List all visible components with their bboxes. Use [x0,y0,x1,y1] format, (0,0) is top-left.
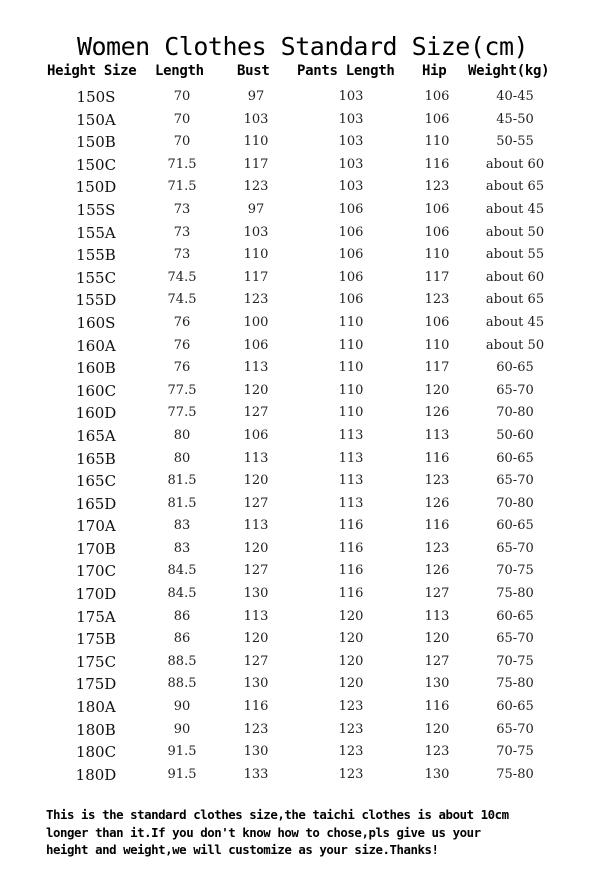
cell-weight: 65-70 [496,631,534,647]
cell-length: 70 [173,111,191,127]
cell-bust: 120 [243,382,269,398]
cell-weight: 50-60 [496,427,534,443]
table-row [0,199,605,222]
cell-length: 77.5 [167,382,197,398]
cell-pants-length: 106 [338,224,364,240]
cell-height-size: 150D [75,178,117,197]
cell-bust: 103 [243,224,269,240]
table-row [0,357,605,380]
cell-hip: 123 [424,473,450,489]
cell-length: 90 [173,721,191,737]
cell-hip: 117 [424,360,450,376]
cell-hip: 117 [424,269,450,285]
cell-height-size: 165B [76,449,116,468]
cell-pants-length: 123 [338,721,364,737]
cell-pants-length: 120 [338,631,364,647]
cell-pants-length: 123 [338,699,364,715]
cell-weight: 75-80 [496,766,534,782]
table-row [0,335,605,358]
table-row [0,402,605,425]
cell-pants-length: 113 [338,473,364,489]
cell-bust: 113 [243,608,269,624]
cell-hip: 127 [424,586,450,602]
cell-height-size: 175D [75,675,117,694]
cell-weight: about 50 [485,337,545,353]
cell-weight: 60-65 [496,518,534,534]
cell-pants-length: 110 [338,314,364,330]
cell-pants-length: 103 [338,89,364,104]
cell-height-size: 180A [76,698,116,717]
note-line: longer than it.If you don't know how to chose,pls give us your [46,824,481,840]
table-row [0,154,605,177]
cell-hip: 106 [424,89,450,104]
cell-weight: 70-75 [496,563,534,579]
cell-bust: 117 [243,269,269,285]
header-weight: Weight(kg) [468,63,550,79]
cell-length: 80 [173,450,191,466]
cell-hip: 126 [424,563,450,579]
cell-pants-length: 106 [338,201,364,217]
cell-hip: 120 [424,382,450,398]
cell-height-size: 180B [76,720,116,739]
cell-bust: 117 [243,156,269,172]
table-row [0,515,605,538]
cell-hip: 116 [424,450,450,466]
cell-pants-length: 113 [338,495,364,511]
cell-hip: 130 [424,676,450,692]
cell-bust: 120 [243,473,269,489]
cell-bust: 130 [243,676,269,692]
cell-length: 76 [173,360,191,376]
header-height-size: Height Size [47,63,137,79]
cell-pants-length: 106 [338,292,364,308]
cell-pants-length: 103 [338,111,364,127]
cell-bust: 120 [243,540,269,556]
cell-pants-length: 103 [338,156,364,172]
header-hip: Hip [422,63,447,79]
cell-hip: 106 [424,314,450,330]
cell-pants-length: 103 [338,179,364,195]
cell-hip: 126 [424,405,450,421]
cell-weight: about 45 [485,314,545,330]
cell-weight: about 65 [485,292,545,308]
cell-bust: 110 [243,247,269,263]
cell-height-size: 165D [75,494,117,513]
cell-weight: 75-80 [496,676,534,692]
note-line: height and weight,we will customize as your size.Thanks! [46,842,439,857]
cell-pants-length: 116 [338,540,364,556]
table-row [0,764,605,787]
cell-length: 90 [173,699,191,715]
cell-height-size: 160S [76,313,116,332]
size-note [46,806,586,859]
cell-hip: 127 [424,653,450,669]
cell-height-size: 155B [76,246,116,265]
cell-hip: 116 [424,518,450,534]
cell-height-size: 160B [76,359,116,378]
cell-hip: 116 [424,156,450,172]
table-row [0,312,605,335]
cell-length: 81.5 [167,473,197,489]
cell-bust: 127 [243,563,269,579]
cell-height-size: 155A [76,223,116,242]
cell-height-size: 165A [76,426,116,445]
cell-hip: 106 [424,201,450,217]
cell-pants-length: 116 [338,586,364,602]
cell-length: 91.5 [167,766,197,782]
cell-hip: 130 [424,766,450,782]
cell-hip: 113 [424,427,450,443]
cell-height-size: 175C [75,652,117,671]
cell-length: 84.5 [167,586,197,602]
cell-weight: 75-80 [496,586,534,602]
cell-pants-length: 120 [338,608,364,624]
cell-pants-length: 116 [338,563,364,579]
cell-bust: 106 [243,337,269,353]
cell-length: 74.5 [167,292,197,308]
cell-height-size: 160C [75,381,117,400]
cell-pants-length: 110 [338,337,364,353]
cell-height-size: 170A [76,517,116,536]
cell-hip: 126 [424,495,450,511]
cell-bust: 130 [243,586,269,602]
cell-hip: 123 [424,292,450,308]
cell-height-size: 160D [75,404,117,423]
cell-weight: about 55 [485,247,545,263]
table-row [0,606,605,629]
cell-length: 71.5 [167,156,197,172]
cell-pants-length: 110 [338,360,364,376]
cell-bust: 123 [243,721,269,737]
cell-hip: 123 [424,540,450,556]
cell-pants-length: 110 [338,382,364,398]
cell-weight: about 45 [485,201,545,217]
table-row [0,696,605,719]
cell-height-size: 155D [75,291,117,310]
cell-height-size: 180D [75,765,117,784]
cell-bust: 103 [243,111,269,127]
cell-hip: 116 [424,699,450,715]
cell-length: 77.5 [167,405,197,421]
cell-hip: 110 [424,337,450,353]
cell-height-size: 170B [76,539,116,558]
cell-length: 83 [173,518,191,534]
cell-bust: 123 [243,292,269,308]
table-row [0,244,605,267]
table-row [0,493,605,516]
cell-pants-length: 106 [338,247,364,263]
cell-weight: 70-75 [496,653,534,669]
cell-weight: 40-45 [496,89,534,104]
cell-length: 81.5 [167,495,197,511]
cell-bust: 113 [243,518,269,534]
cell-weight: about 60 [485,269,545,285]
table-row [0,741,605,764]
cell-weight: 50-55 [496,134,534,150]
cell-hip: 123 [424,744,450,760]
cell-bust: 127 [243,495,269,511]
cell-height-size: 170C [75,562,117,581]
cell-bust: 127 [243,405,269,421]
cell-pants-length: 113 [338,450,364,466]
cell-bust: 106 [243,427,269,443]
cell-bust: 110 [243,134,269,150]
table-row [0,380,605,403]
cell-weight: 70-75 [496,744,534,760]
cell-hip: 120 [424,721,450,737]
cell-hip: 106 [424,224,450,240]
cell-length: 70 [173,134,191,150]
cell-hip: 120 [424,631,450,647]
cell-height-size: 150C [75,155,117,174]
cell-hip: 123 [424,179,450,195]
header-pants-length: Pants Length [297,63,395,79]
cell-weight: 65-70 [496,721,534,737]
table-row [0,538,605,561]
cell-height-size: 160A [76,336,116,355]
size-table-body [0,86,605,786]
cell-length: 71.5 [167,179,197,195]
table-row [0,267,605,290]
table-row [0,628,605,651]
cell-height-size: 150S [76,88,116,106]
table-row [0,176,605,199]
table-row [0,560,605,583]
cell-height-size: 175B [76,630,116,649]
cell-length: 73 [173,224,191,240]
note-line: This is the standard clothes size,the taichi clothes is about 10cm [46,807,509,822]
cell-weight: 65-70 [496,382,534,398]
cell-pants-length: 106 [338,269,364,285]
cell-length: 74.5 [167,269,197,285]
cell-pants-length: 113 [338,427,364,443]
cell-pants-length: 110 [338,405,364,421]
cell-weight: about 50 [485,224,545,240]
cell-bust: 120 [243,631,269,647]
cell-weight: 65-70 [496,540,534,556]
cell-bust: 97 [247,201,265,217]
cell-bust: 127 [243,653,269,669]
cell-length: 86 [173,631,191,647]
cell-weight: 70-80 [496,495,534,511]
cell-bust: 100 [243,314,269,330]
cell-height-size: 155S [76,200,116,219]
cell-height-size: 150B [76,133,116,152]
cell-length: 76 [173,314,191,330]
cell-length: 88.5 [167,653,197,669]
cell-hip: 110 [424,247,450,263]
table-row [0,470,605,493]
table-header [0,63,605,83]
cell-length: 80 [173,427,191,443]
cell-height-size: 155C [75,268,117,287]
table-row [0,719,605,742]
header-bust: Bust [237,63,270,79]
cell-length: 88.5 [167,676,197,692]
chart-title: Women Clothes Standard Size(cm) [76,32,529,61]
cell-length: 76 [173,337,191,353]
table-row [0,131,605,154]
cell-weight: 60-65 [496,699,534,715]
cell-bust: 123 [243,179,269,195]
table-row [0,673,605,696]
cell-weight: 45-50 [496,111,534,127]
cell-weight: about 65 [485,179,545,195]
header-length: Length [155,63,204,79]
cell-bust: 113 [243,450,269,466]
cell-pants-length: 120 [338,676,364,692]
cell-pants-length: 123 [338,766,364,782]
cell-weight: 70-80 [496,405,534,421]
cell-length: 83 [173,540,191,556]
cell-weight: about 60 [485,156,545,172]
cell-pants-length: 120 [338,653,364,669]
cell-hip: 113 [424,608,450,624]
cell-length: 86 [173,608,191,624]
table-row [0,86,605,109]
cell-height-size: 165C [75,472,117,491]
cell-bust: 113 [243,360,269,376]
cell-length: 91.5 [167,744,197,760]
table-row [0,583,605,606]
cell-height-size: 175A [76,607,116,626]
table-row [0,448,605,471]
cell-height-size: 150A [76,110,116,129]
cell-weight: 60-65 [496,360,534,376]
cell-bust: 116 [243,699,269,715]
cell-bust: 133 [243,766,269,782]
cell-bust: 97 [247,89,265,104]
cell-pants-length: 123 [338,744,364,760]
cell-length: 73 [173,201,191,217]
table-row [0,289,605,312]
table-row [0,425,605,448]
cell-height-size: 180C [75,743,117,762]
cell-bust: 130 [243,744,269,760]
table-row [0,651,605,674]
cell-length: 73 [173,247,191,263]
cell-weight: 65-70 [496,473,534,489]
cell-length: 70 [173,89,191,104]
cell-length: 84.5 [167,563,197,579]
cell-weight: 60-65 [496,608,534,624]
table-row [0,109,605,132]
cell-pants-length: 103 [338,134,364,150]
cell-height-size: 170D [75,585,117,604]
cell-pants-length: 116 [338,518,364,534]
cell-hip: 106 [424,111,450,127]
table-row [0,222,605,245]
cell-hip: 110 [424,134,450,150]
cell-weight: 60-65 [496,450,534,466]
